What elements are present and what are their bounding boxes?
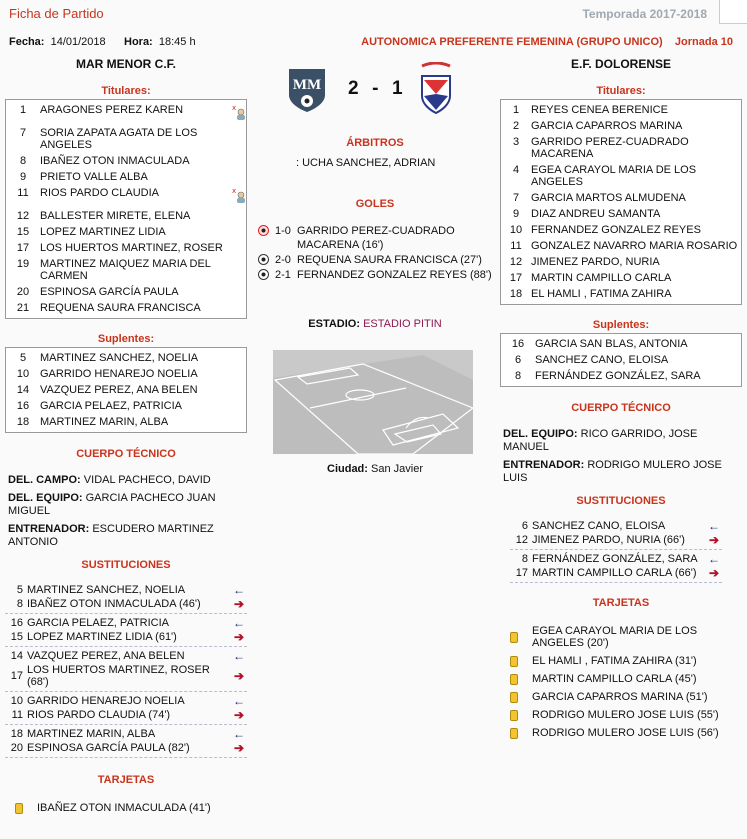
competition-name[interactable]: AUTONOMICA PREFERENTE FEMENINA (GRUPO UNICO): [361, 36, 663, 48]
goal-player: GARRIDO PEREZ-CUADRADO MACARENA (16'): [297, 225, 455, 251]
city-label: Ciudad:: [327, 463, 368, 475]
player-number: 6: [514, 354, 522, 366]
fecha: 14/01/2018: [50, 36, 106, 48]
player-name: SORIA ZAPATA AGATA DE LOS ANGELES: [40, 127, 198, 151]
card-player: MARTIN CAMPILLO CARLA (45'): [532, 673, 697, 685]
card-player: IBAÑEZ OTON INMACULADA (41'): [37, 802, 211, 814]
staff-name: GARCIA PACHECO JUAN MIGUEL: [8, 492, 216, 517]
staff-role: ENTRENADOR:: [503, 459, 585, 471]
player-row[interactable]: [501, 222, 741, 238]
player-name: GARRIDO PEREZ-CUADRADO MACARENA: [531, 136, 689, 160]
player-row[interactable]: [6, 208, 246, 224]
away-score: 1: [392, 78, 404, 99]
home-cards-heading: TARJETAS: [97, 774, 155, 786]
player-row[interactable]: [6, 256, 246, 284]
captain-icon: [232, 187, 246, 206]
player-name: GARCIA PELAEZ, PATRICIA: [27, 617, 170, 629]
page-title: Ficha de Partido: [9, 6, 104, 21]
staff-name: RODRIGO MULERO JOSE LUIS: [503, 459, 722, 484]
arrow-left-icon: ←: [233, 583, 245, 597]
stadium-label: ESTADIO:: [308, 318, 361, 330]
player-name: ESPINOSA GARCÍA PAULA (82'): [27, 742, 190, 754]
player-number: 20: [10, 742, 23, 754]
player-name: VAZQUEZ PEREZ, ANA BELEN: [40, 384, 198, 396]
player-number: 17: [509, 272, 523, 284]
player-row[interactable]: [6, 185, 246, 208]
player-row[interactable]: [6, 169, 246, 185]
card-row: [15, 802, 247, 814]
goal-score: 1-0: [275, 225, 291, 237]
away-subs-heading: SUSTITUCIONES: [576, 495, 666, 507]
player-name: LOPEZ MARTINEZ LIDIA: [40, 226, 166, 238]
player-row[interactable]: [501, 352, 741, 368]
player-row[interactable]: [6, 414, 246, 430]
goal-player: REQUENA SAURA FRANCISCA (27'): [297, 254, 482, 266]
staff-member: [8, 474, 247, 487]
player-name: EGEA CARAYOL MARIA DE LOS ANGELES: [531, 164, 697, 188]
player-name: FERNANDEZ GONZALEZ REYES: [531, 224, 701, 236]
player-name: GARCIA CAPARROS MARINA: [531, 120, 683, 132]
player-name: BALLESTER MIRETE, ELENA: [40, 210, 191, 222]
player-name: DIAZ ANDREU SAMANTA: [531, 208, 661, 220]
player-in-row: [510, 552, 722, 566]
substitution: [5, 725, 247, 758]
player-in-row: [5, 583, 247, 597]
player-number: 16: [16, 400, 30, 412]
arrow-right-icon: ➔: [233, 708, 245, 722]
away-column: [500, 57, 742, 745]
player-name: GONZALEZ NAVARRO MARIA ROSARIO: [531, 240, 738, 252]
player-out-row: [5, 630, 247, 644]
city-name: San Javier: [371, 463, 423, 475]
player-number: 20: [16, 286, 30, 298]
yellow-card-icon: [510, 728, 518, 739]
yellow-card-icon: [510, 656, 518, 667]
player-number: 9: [512, 208, 520, 220]
player-name: SANCHEZ CANO, ELOISA: [532, 520, 666, 532]
match-date-time: [9, 36, 196, 48]
player-name: ESPINOSA GARCÍA PAULA: [40, 286, 179, 298]
arrow-left-icon: ←: [708, 519, 720, 533]
player-out-row: [5, 741, 247, 755]
hora-label: Hora:: [124, 36, 153, 48]
player-number: 8: [19, 155, 27, 167]
home-subs: [5, 581, 247, 758]
player-name: GARRIDO HENAREJO NOELIA: [27, 695, 185, 707]
substitution: [5, 614, 247, 647]
player-row[interactable]: [6, 102, 246, 125]
referees-heading: ÁRBITROS: [346, 137, 404, 149]
substitution: [510, 550, 722, 583]
arrow-left-icon: ←: [233, 727, 245, 741]
player-number: 7: [512, 192, 520, 204]
page-curl-icon: [719, 0, 747, 24]
player-out-row: [510, 566, 722, 580]
staff-name: RICO GARRIDO, JOSE MANUEL: [503, 428, 698, 453]
captain-icon: [232, 104, 246, 123]
player-name: IBAÑEZ OTON INMACULADA (46'): [27, 598, 201, 610]
player-number: 11: [11, 709, 23, 721]
player-name: GARRIDO HENAREJO NOELIA: [40, 368, 198, 380]
scoreboard: [348, 78, 404, 100]
arrow-left-icon: ←: [233, 649, 245, 663]
home-staff-heading: CUERPO TÉCNICO: [76, 448, 176, 460]
player-row[interactable]: [6, 153, 246, 169]
card-player: GARCIA CAPARROS MARINA (51'): [532, 691, 708, 703]
home-bench-list: [5, 347, 247, 433]
player-number: 11: [17, 187, 29, 199]
home-bench-heading: Suplentes:: [97, 333, 155, 345]
player-name: VAZQUEZ PEREZ, ANA BELEN: [27, 650, 185, 662]
player-name: MARTINEZ MARIN, ALBA: [40, 416, 169, 428]
home-column: [5, 57, 247, 820]
svg-text:x: x: [232, 187, 237, 195]
away-team-logo[interactable]: [418, 62, 454, 116]
player-number: 5: [16, 584, 23, 596]
player-number: 7: [19, 127, 27, 139]
player-row[interactable]: [501, 336, 741, 352]
player-number: 9: [19, 171, 27, 183]
player-number: 5: [19, 352, 27, 364]
player-row[interactable]: [501, 206, 741, 222]
player-row[interactable]: [6, 284, 246, 300]
svg-text:MM: MM: [292, 77, 322, 93]
player-name: LOPEZ MARTINEZ LIDIA (61'): [27, 631, 177, 643]
player-number: 12: [515, 534, 528, 546]
goal-score: 2-1: [275, 269, 291, 281]
arrow-right-icon: ➔: [233, 597, 245, 611]
player-row[interactable]: [6, 240, 246, 256]
away-cards-heading: TARJETAS: [592, 597, 650, 609]
player-number: 4: [512, 164, 520, 176]
home-team-name[interactable]: MAR MENOR C.F.: [76, 57, 176, 71]
player-name: FERNÁNDEZ GONZÁLEZ, SARA: [532, 553, 698, 565]
card-player: RODRIGO MULERO JOSE LUIS (56'): [532, 727, 719, 739]
yellow-card-icon: [510, 692, 518, 703]
player-out-row: [510, 533, 722, 547]
player-name: MARTINEZ MAIQUEZ MARIA DEL CARMEN: [40, 258, 211, 282]
player-number: 8: [16, 598, 23, 610]
player-in-row: [5, 727, 247, 741]
ball-icon: [258, 269, 269, 280]
ball-icon: [258, 225, 269, 236]
player-number: 18: [509, 288, 523, 300]
away-bench-list: [500, 333, 742, 387]
player-name: RIOS PARDO CLAUDIA: [40, 187, 159, 199]
substitution: [5, 647, 247, 692]
player-number: 10: [10, 695, 23, 707]
player-row[interactable]: [6, 366, 246, 382]
home-staff: [5, 474, 247, 549]
score-separator: -: [372, 78, 380, 99]
card-player: RODRIGO MULERO JOSE LUIS (55'): [532, 709, 719, 721]
goals-heading: GOLES: [355, 198, 395, 210]
player-out-row: [5, 708, 247, 722]
city: [255, 463, 495, 475]
player-number: 18: [16, 416, 30, 428]
player-row[interactable]: [501, 254, 741, 270]
player-name: GARCIA SAN BLAS, ANTONIA: [535, 338, 688, 350]
home-subs-heading: SUSTITUCIONES: [81, 559, 171, 571]
player-number: 17: [16, 242, 30, 254]
card-row: [510, 655, 742, 667]
player-name: MARTINEZ MARIN, ALBA: [27, 728, 156, 740]
player-name: GARCIA MARTOS ALMUDENA: [531, 192, 686, 204]
player-number: 21: [16, 302, 30, 314]
away-team-name[interactable]: E.F. DOLORENSE: [570, 57, 671, 71]
player-row[interactable]: [501, 162, 741, 190]
home-starters-list: [5, 99, 247, 319]
staff-member: [503, 428, 742, 454]
goal-row: [258, 253, 498, 267]
player-name: LOS HUERTOS MARTINEZ, ROSER: [40, 242, 223, 254]
staff-role: ENTRENADOR:: [8, 523, 90, 535]
away-starters-list: [500, 99, 742, 305]
yellow-card-icon: [15, 803, 23, 814]
staff-role: DEL. EQUIPO:: [503, 428, 578, 440]
player-name: REQUENA SAURA FRANCISCA: [40, 302, 201, 314]
player-name: EL HAMLI , FATIMA ZAHIRA: [531, 288, 672, 300]
arrow-left-icon: ←: [708, 552, 720, 566]
home-cards: [5, 802, 247, 814]
card-row: [510, 727, 742, 739]
player-row[interactable]: [501, 238, 741, 254]
home-starters-heading: Titulares:: [101, 85, 151, 97]
player-name: GARCIA PELAEZ, PATRICIA: [40, 400, 183, 412]
arrow-right-icon: ➔: [233, 669, 245, 683]
arrow-left-icon: ←: [233, 694, 245, 708]
card-row: [510, 673, 742, 685]
player-number: 12: [509, 256, 523, 268]
ball-icon: [258, 254, 269, 265]
player-number: 19: [16, 258, 30, 270]
hora: 18:45 h: [158, 36, 196, 48]
player-name: IBAÑEZ OTON INMACULADA: [40, 155, 190, 167]
player-number: 15: [16, 226, 30, 238]
substitution: [5, 581, 247, 614]
player-in-row: [5, 616, 247, 630]
player-in-row: [5, 649, 247, 663]
arrow-left-icon: ←: [233, 616, 245, 630]
card-row: [510, 691, 742, 703]
stadium-image: [273, 350, 473, 454]
away-starters-heading: Titulares:: [596, 85, 646, 97]
player-row[interactable]: [6, 350, 246, 366]
player-row[interactable]: [6, 224, 246, 240]
player-row[interactable]: [6, 300, 246, 316]
player-name: MARTINEZ SANCHEZ, NOELIA: [40, 352, 199, 364]
player-out-row: [5, 597, 247, 611]
stadium: [255, 318, 495, 330]
substitution: [5, 692, 247, 725]
player-row[interactable]: [501, 118, 741, 134]
player-name: MARTIN CAMPILLO CARLA (66'): [532, 567, 697, 579]
player-name: RIOS PARDO CLAUDIA (74'): [27, 709, 171, 721]
player-number: 8: [514, 370, 522, 382]
away-cards: [500, 625, 742, 739]
card-player: EL HAMLI , FATIMA ZAHIRA (31'): [532, 655, 697, 667]
stadium-name[interactable]: ESTADIO PITIN: [363, 318, 442, 330]
player-name: ARAGONES PEREZ KAREN: [40, 104, 184, 116]
goal-score: 2-0: [275, 254, 291, 266]
staff-name: ESCUDERO MARTINEZ ANTONIO: [8, 523, 214, 548]
goal-row: [258, 224, 498, 252]
player-name: MARTINEZ SANCHEZ, NOELIA: [27, 584, 186, 596]
yellow-card-icon: [510, 674, 518, 685]
player-number: 18: [10, 728, 23, 740]
player-row[interactable]: [501, 270, 741, 286]
player-number: 16: [10, 617, 23, 629]
competition: [361, 36, 733, 48]
player-number: 3: [512, 136, 520, 148]
arrow-right-icon: ➔: [233, 630, 245, 644]
player-row[interactable]: [6, 398, 246, 414]
away-staff-heading: CUERPO TÉCNICO: [571, 402, 671, 414]
player-number: 14: [10, 650, 23, 662]
yellow-card-icon: [510, 632, 518, 643]
player-name: JIMENEZ PARDO, NURIA (66'): [532, 534, 685, 546]
player-row[interactable]: [501, 134, 741, 162]
season: Temporada 2017-2018: [582, 7, 707, 21]
substitution: [510, 517, 722, 550]
arrow-right-icon: ➔: [708, 533, 720, 547]
player-row[interactable]: [501, 368, 741, 384]
player-number: 8: [521, 553, 528, 565]
player-row[interactable]: [501, 102, 741, 118]
player-row[interactable]: [501, 190, 741, 206]
player-number: 17: [10, 670, 23, 682]
home-team-logo[interactable]: [287, 67, 327, 113]
fecha-label: Fecha:: [9, 36, 45, 48]
goal-row: [258, 268, 498, 282]
player-row[interactable]: [6, 125, 246, 153]
player-number: 16: [511, 338, 525, 350]
player-number: 10: [16, 368, 30, 380]
player-number: 1: [512, 104, 520, 116]
away-staff: [500, 428, 742, 485]
away-bench-heading: Suplentes:: [592, 319, 650, 331]
home-score: 2: [348, 78, 360, 99]
player-name: MARTIN CAMPILLO CARLA: [531, 272, 672, 284]
staff-name: VIDAL PACHECO, DAVID: [83, 474, 211, 486]
player-number: 2: [512, 120, 520, 132]
player-name: LOS HUERTOS MARTINEZ, ROSER (68'): [27, 664, 210, 688]
yellow-card-icon: [510, 710, 518, 721]
staff-member: [8, 492, 247, 518]
jornada: Jornada 10: [674, 36, 733, 48]
referee: : UCHA SANCHEZ, ADRIAN: [296, 157, 436, 169]
player-number: 11: [510, 240, 522, 252]
away-subs: [500, 517, 722, 583]
staff-member: [503, 459, 742, 485]
staff-role: DEL. CAMPO:: [8, 474, 81, 486]
player-name: REYES CENEA BERENICE: [531, 104, 668, 116]
player-name: JIMENEZ PARDO, NURIA: [531, 256, 660, 268]
player-number: 14: [16, 384, 30, 396]
card-player: EGEA CARAYOL MARIA DE LOS ANGELES (20'): [532, 625, 698, 649]
card-row: [510, 709, 742, 721]
player-number: 6: [521, 520, 528, 532]
player-number: 17: [515, 567, 528, 579]
player-number: 10: [509, 224, 523, 236]
arrow-right-icon: ➔: [708, 566, 720, 580]
player-name: SANCHEZ CANO, ELOISA: [535, 354, 669, 366]
staff-role: DEL. EQUIPO:: [8, 492, 83, 504]
player-name: FERNÁNDEZ GONZÁLEZ, SARA: [535, 370, 701, 382]
goal-player: FERNANDEZ GONZALEZ REYES (88'): [297, 269, 492, 281]
card-row: [510, 625, 742, 649]
player-number: 12: [16, 210, 30, 222]
player-number: 1: [19, 104, 27, 116]
player-out-row: [5, 663, 247, 689]
svg-text:x: x: [232, 104, 237, 112]
staff-member: [8, 523, 247, 549]
player-in-row: [510, 519, 722, 533]
player-row[interactable]: [501, 286, 741, 302]
player-name: PRIETO VALLE ALBA: [40, 171, 148, 183]
player-in-row: [5, 694, 247, 708]
arrow-right-icon: ➔: [233, 741, 245, 755]
goals-list: [258, 224, 498, 283]
player-row[interactable]: [6, 382, 246, 398]
player-number: 15: [10, 631, 23, 643]
